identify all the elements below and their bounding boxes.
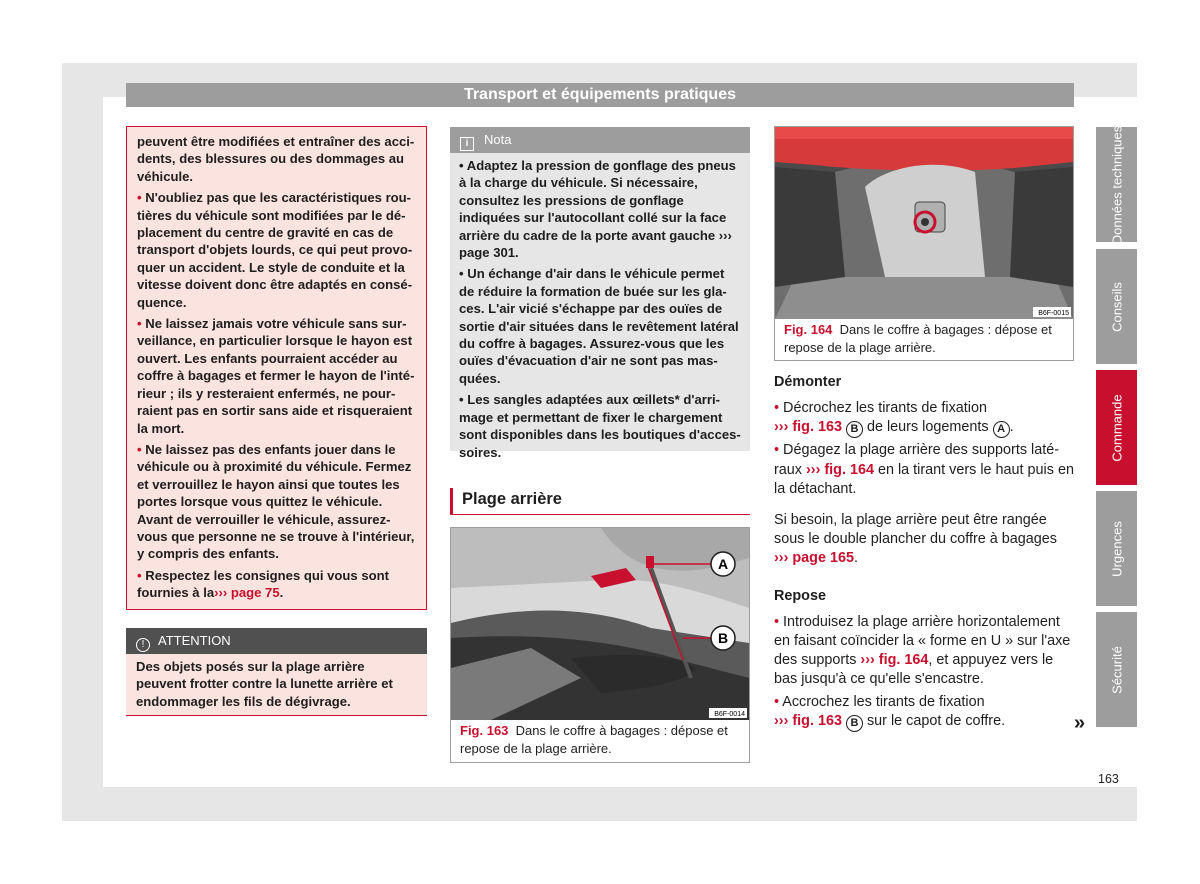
page-link[interactable]: ››› page 75 xyxy=(214,585,280,601)
figure-code: B6F-0015 xyxy=(1038,310,1069,317)
bullet-icon: • xyxy=(774,613,780,630)
tab-securite[interactable]: Sécurité xyxy=(1096,612,1137,727)
bullet-icon: • xyxy=(774,400,780,417)
bullet-icon: • xyxy=(774,442,780,459)
continue-chevron-icon: » xyxy=(1074,712,1086,734)
tab-donnees-techniques[interactable]: Données techniques xyxy=(1096,127,1137,242)
figure-link[interactable]: ››› fig. 163 xyxy=(774,419,842,436)
attention-header: ! ATTENTION xyxy=(126,628,427,654)
bullet-icon: • xyxy=(137,567,142,583)
bullet-icon: • xyxy=(774,693,780,710)
page-link[interactable]: ››› page 301 xyxy=(459,227,732,261)
warning-paragraph: • Ne laissez jamais votre véhicule sans surveillance, en particulier lorsque le hayon est ouvert. Les enfants pourraient accéder au coffre à bagages et fermer le hayon de l'intérieur ; ils y resteraient enfermés, ne pourraient pas en sortir sans aide et risqueraient la mort. xyxy=(137,316,415,436)
figure-code: B6F-0014 xyxy=(714,711,745,718)
callout-b-icon: B xyxy=(846,421,863,438)
paragraph: Si besoin, la plage arrière peut être rangée sous le double plancher du coffre à bagages ››› page 165. xyxy=(774,512,1057,567)
tab-urgences[interactable]: Urgences xyxy=(1096,491,1137,606)
step-item: • Décrochez les tirants de fixation ››› fig. 163 B de leurs logements A . xyxy=(774,399,1074,438)
nota-paragraph: • Un échange d'air dans le véhicule permet de réduire la formation de buée sur les glaces. L'air vicié s'échappe par des ouïes de sortie d'air situées dans le revêtement latéral du coffre à bagages. Assurez-vous que les ouïes d'évacuation d'air ne sont pas masquées. xyxy=(459,266,739,386)
nota-header: i Nota xyxy=(450,127,750,153)
warning-paragraph: • N'oubliez pas que les caractéristiques routières du véhicule sont modifiées par le déplacement du centre de gravité en cas de transport d'objets lourds, ce qui peut provoquer un accident. Le style de conduite et la vitesse doivent donc être adaptés en conséquence. xyxy=(137,190,413,310)
page-number: 163 xyxy=(1098,772,1119,786)
nota-paragraph: • Les sangles adaptées aux œillets* d'arrimage et permettant de fixer le chargement sont disponibles dans les boutiques d'accessoires. xyxy=(459,392,741,460)
subheading-demonter: Démonter xyxy=(774,374,842,390)
callout-b-icon: B xyxy=(846,715,863,732)
nota-paragraph: • Adaptez la pression de gonflage des pneus à la charge du véhicule. Si nécessaire, consultez les pressions de gonflage indiquées sur l'autocollant collé sur la face arrière du cadre de la porte avant gauche ››› page 301. xyxy=(459,158,736,261)
warning-paragraph: peuvent être modifiées et entraîner des accidents, des blessures ou des dommages au véhicule. xyxy=(137,134,415,184)
info-icon: i xyxy=(460,137,474,151)
attention-body: Des objets posés sur la plage arrière peuvent frotter contre la lunette arrière et endommager les fils de dégivrage. xyxy=(126,654,427,716)
trunk-image-164 xyxy=(775,127,1073,319)
warning-box xyxy=(126,126,427,610)
figure-label-b: B xyxy=(717,630,729,646)
bullet-icon: • xyxy=(137,441,142,457)
tab-commande[interactable]: Commande xyxy=(1096,370,1137,485)
step-item: • Introduisez la plage arrière horizontalement en faisant coïncider la « forme en U » sur l'axe des supports ››› fig. 164, et appuyez vers le bas jusqu'à ce qu'elle s'encastre. xyxy=(774,613,1071,688)
bullet-icon: • xyxy=(137,316,142,332)
callout-a-icon: A xyxy=(993,421,1010,438)
exclamation-circle-icon: ! xyxy=(136,638,150,652)
subheading-repose: Repose xyxy=(774,587,826,604)
trunk-image-163 xyxy=(451,528,749,720)
tab-conseils[interactable]: Conseils xyxy=(1096,249,1137,364)
step-item: • Dégagez la plage arrière des supports latéraux ››› fig. 164 en la tirant vers le haut puis en la détachant. xyxy=(774,442,1074,497)
warning-paragraph: • Respectez les consignes qui vous sont fournies à la››› page 75. xyxy=(137,567,389,601)
figure-caption-164: Fig. 164 Dans le coffre à bagages : dépose et repose de la plage arrière. xyxy=(784,322,1052,355)
step-item: • Accrochez les tirants de fixation ››› fig. 163 B sur le capot de coffre. xyxy=(774,693,1074,732)
bullet-icon: • xyxy=(137,190,142,206)
figure-label-a: A xyxy=(717,556,729,572)
page-link[interactable]: ››› page 165 xyxy=(774,550,854,567)
warning-paragraph: • Ne laissez pas des enfants jouer dans le véhicule ou à proximité du véhicule. Fermez et verrouillez le hayon ainsi que toutes les portes lorsque vous quittez le véhicule. Avant de verrouiller le véhicule, assurez-vous que personne ne se trouve à l'intérieur, y compris des enfants. xyxy=(137,441,415,562)
figure-link[interactable]: ››› fig. 164 xyxy=(860,652,929,669)
nota-body xyxy=(450,153,750,460)
chapter-header: Transport et équipements pratiques xyxy=(126,83,1074,107)
figure-link[interactable]: ››› fig. 164 xyxy=(806,461,874,478)
section-title: Plage arrière xyxy=(450,488,750,515)
instructions-column xyxy=(774,373,1074,732)
figure-link[interactable]: ››› fig. 163 xyxy=(774,712,842,729)
figure-caption-163: Fig. 163 Dans le coffre à bagages : dépose et repose de la plage arrière. xyxy=(460,723,728,756)
